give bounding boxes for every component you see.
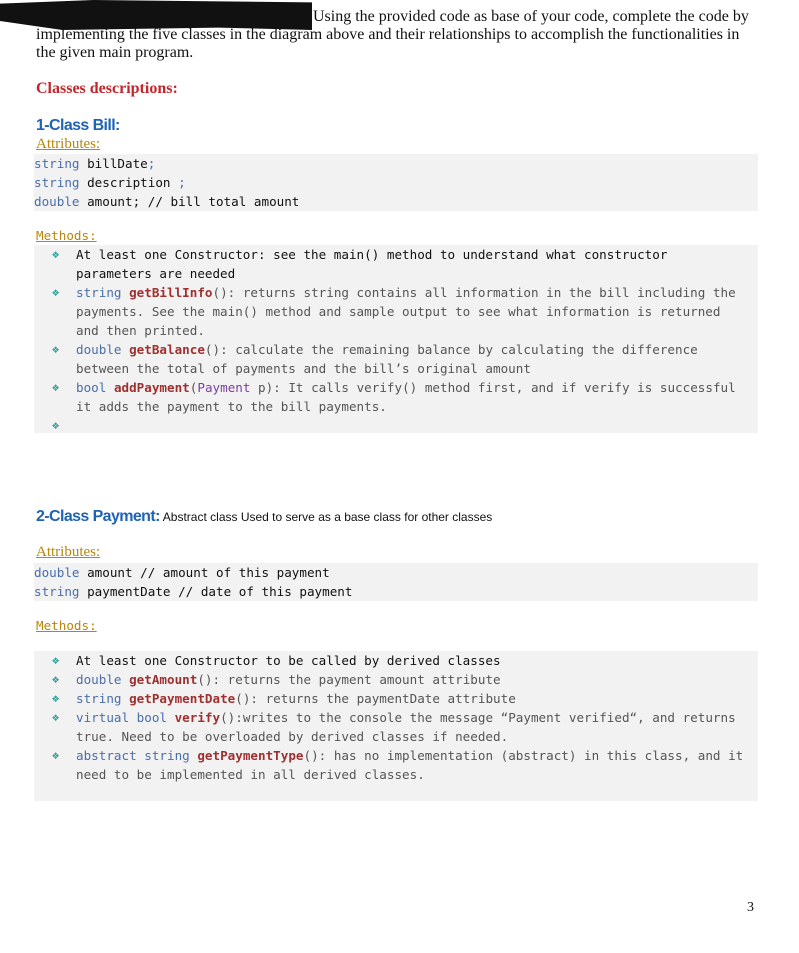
method-name: addPayment xyxy=(113,380,190,395)
intro-paragraph xyxy=(36,8,756,62)
method-text: (): calculate the remaining balance by calculating the difference xyxy=(204,342,698,357)
method-text: and then printed. xyxy=(76,323,205,338)
attr-end: ; xyxy=(147,156,156,171)
attr-type: string xyxy=(34,584,80,599)
list-item xyxy=(34,340,758,378)
method-text: ( xyxy=(189,380,198,395)
bill-class-title xyxy=(36,117,120,135)
diamond-bullet-icon: ❖ xyxy=(52,418,60,432)
payment-attributes-block xyxy=(34,563,758,601)
method-name: verify xyxy=(174,710,221,725)
method-text: parameters are needed xyxy=(76,266,236,281)
attr-type: double xyxy=(34,194,80,209)
bill-attr-billdate xyxy=(34,154,758,173)
intro-line-2: implementing the five classes in the diagram above and their relationships to accomplish the functionalities in xyxy=(36,26,740,43)
method-text: At least one Constructor to be called by derived classes xyxy=(76,653,501,668)
method-text: it adds the payment to the bill payments. xyxy=(76,399,387,414)
bill-attr-description xyxy=(34,173,758,192)
list-item xyxy=(34,378,758,416)
method-type: abstract string xyxy=(76,748,190,763)
payment-class-desc: Abstract class Used to serve as a base class for other classes xyxy=(162,510,493,524)
payment-class-title xyxy=(36,508,492,526)
method-type: virtual bool xyxy=(76,710,167,725)
payment-attr-amount xyxy=(34,563,758,582)
method-name: getBillInfo xyxy=(129,285,213,300)
attr-name: paymentDate // date of this payment xyxy=(87,584,353,599)
method-type: bool xyxy=(76,380,107,395)
method-text: need to be implemented in all derived classes. xyxy=(76,767,425,782)
attr-type: string xyxy=(34,175,80,190)
attr-end: ; xyxy=(170,175,186,190)
list-item xyxy=(34,708,758,746)
attr-name: amount // amount of this payment xyxy=(87,565,330,580)
method-text: (): returns string contains all information in the bill including the xyxy=(212,285,736,300)
intro-line-1: Using the provided code as base of your code, complete the code by xyxy=(313,8,749,25)
method-type: double xyxy=(76,342,122,357)
diamond-bullet-icon: ❖ xyxy=(52,342,60,356)
diamond-bullet-icon: ❖ xyxy=(52,691,60,705)
diamond-bullet-icon: ❖ xyxy=(52,710,60,724)
bill-class-title-text: 1-Class Bill: xyxy=(36,117,120,134)
list-item xyxy=(34,245,758,283)
list-item xyxy=(34,651,758,670)
intro-line-3: the given main program. xyxy=(36,44,194,61)
list-item xyxy=(34,670,758,689)
diamond-bullet-icon: ❖ xyxy=(52,653,60,667)
section-heading: Classes descriptions: xyxy=(36,80,178,97)
method-text: (): returns the paymentDate attribute xyxy=(235,691,516,706)
method-type: string xyxy=(76,285,122,300)
list-item xyxy=(34,746,758,784)
method-text: ():writes to the console the message “Payment verified“, and returns xyxy=(220,710,736,725)
bill-methods-label: Methods: xyxy=(36,228,97,243)
attr-type: double xyxy=(34,565,80,580)
list-item xyxy=(34,689,758,708)
payment-methods-block xyxy=(34,651,758,801)
method-text: p): It calls verify() method first, and if verify is successful xyxy=(250,380,736,395)
method-text: payments. See the main() method and sample output to see what information is returned xyxy=(76,304,721,319)
method-name: getPaymentType xyxy=(197,748,304,763)
payment-attributes-label: Attributes: xyxy=(36,544,101,560)
method-type: string xyxy=(76,691,122,706)
method-text: between the total of payments and the bill’s original amount xyxy=(76,361,531,376)
payment-class-title-text: 2-Class Payment: xyxy=(36,508,160,525)
method-text: (): returns the payment amount attribute xyxy=(197,672,501,687)
diamond-bullet-icon: ❖ xyxy=(52,285,60,299)
method-text: At least one Constructor: see the main() method to understand what constructor xyxy=(76,247,668,262)
method-type: double xyxy=(76,672,122,687)
method-name: getAmount xyxy=(129,672,198,687)
attr-name: description xyxy=(87,175,171,190)
method-name: getPaymentDate xyxy=(129,691,236,706)
list-item xyxy=(34,283,758,340)
diamond-bullet-icon: ❖ xyxy=(52,748,60,762)
payment-methods-label: Methods: xyxy=(36,618,97,633)
page-number: 3 xyxy=(747,900,754,915)
diamond-bullet-icon: ❖ xyxy=(52,380,60,394)
attr-type: string xyxy=(34,156,80,171)
bill-attributes-block xyxy=(34,154,758,211)
method-text: true. Need to be overloaded by derived classes if needed. xyxy=(76,729,509,744)
attr-name: billDate xyxy=(87,156,148,171)
attr-name: amount; // bill total amount xyxy=(87,194,300,209)
bill-attr-amount xyxy=(34,192,758,211)
diamond-bullet-icon: ❖ xyxy=(52,672,60,686)
bill-attributes-label: Attributes: xyxy=(36,136,101,152)
method-text: (): has no implementation (abstract) in this class, and it xyxy=(303,748,744,763)
bill-methods-block xyxy=(34,245,758,433)
payment-attr-date xyxy=(34,582,758,601)
method-name: getBalance xyxy=(129,342,205,357)
diamond-bullet-icon: ❖ xyxy=(52,247,60,261)
param-type: Payment xyxy=(197,380,251,395)
